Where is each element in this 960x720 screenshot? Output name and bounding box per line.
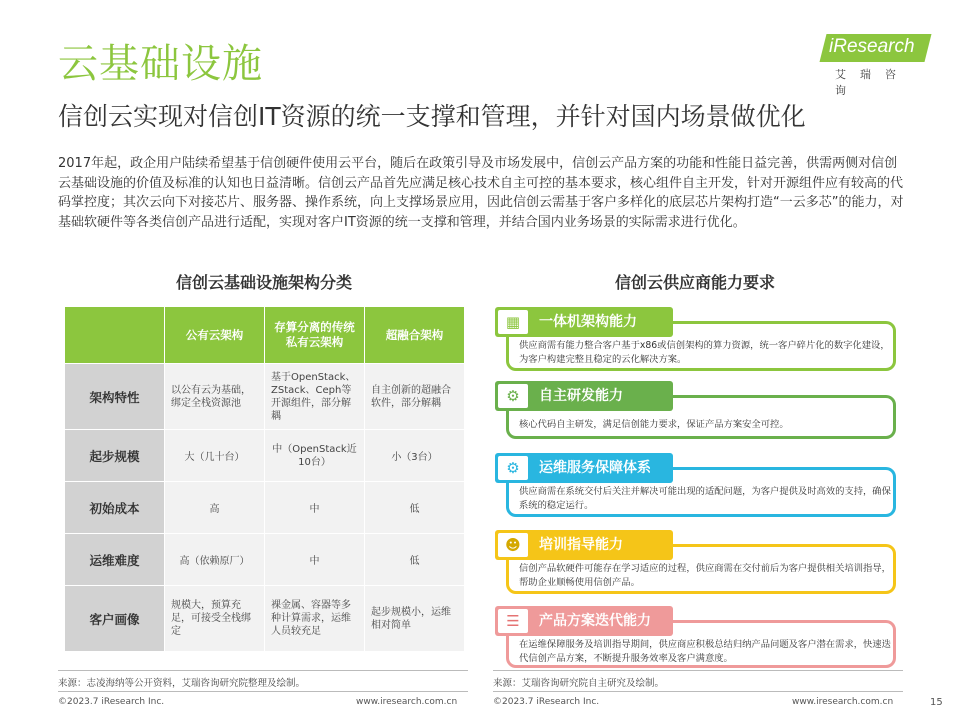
table-heading: 信创云基础设施架构分类 (175, 273, 352, 292)
table-cell: 高 (165, 482, 265, 534)
architecture-table (64, 306, 465, 652)
table-cell: 起步规模小，运维相对简单 (365, 586, 465, 652)
table-row (65, 586, 465, 652)
left-copyright: ©2023.7 iResearch Inc. (58, 697, 165, 707)
table-cell: 中（OpenStack近10台） (265, 430, 365, 482)
right-copyright: ©2023.7 iResearch Inc. (493, 697, 600, 707)
card-title: 一体机架构能力 (539, 314, 637, 330)
table-cell: 裸金属、容器等多种计算需求，运维人员较充足 (265, 586, 365, 652)
table-row (65, 430, 465, 482)
table-cell: 小（3台） (365, 430, 465, 482)
table-cell: 高（依赖原厂） (165, 534, 265, 586)
card-title: 自主研发能力 (539, 388, 623, 404)
table-row (65, 364, 465, 430)
table-cell: 自主创新的超融合软件，部分解耦 (365, 364, 465, 430)
column-header: 存算分离的传统私有云架构 (265, 307, 365, 364)
card-body: 信创产品软硬件可能存在学习适应的过程，供应商需在交付前后为客户提供相关培训指导，帮助企业顺畅使用信创产品。 (519, 563, 891, 588)
table-cell: 基于OpenStack、ZStack、Ceph等开源组件，部分解耦 (265, 364, 365, 430)
card-body: 在运维保障服务及培训指导期间，供应商应积极总结归纳产品问题及客户潜在需求，快速迭代信创产品方案，不断提升服务效率及客户满意度。 (519, 639, 891, 664)
right-source-note: 来源：艾瑞咨询研究院自主研究及绘制。 (493, 678, 665, 689)
table-cell: 低 (365, 482, 465, 534)
column-header: 超融合架构 (365, 307, 465, 364)
puzzle-icon: ▦ (498, 310, 528, 334)
card-banner (495, 453, 673, 483)
right-divider (493, 670, 903, 671)
left-divider (58, 670, 468, 671)
page-title: 云基础设施 (58, 41, 263, 87)
logo-subtitle: 艾瑞咨询 (835, 68, 910, 97)
card-banner (495, 381, 673, 411)
card-banner (495, 307, 673, 337)
table-cell: 以公有云为基础，绑定全栈资源池 (165, 364, 265, 430)
table-cell: 中 (265, 482, 365, 534)
page-subtitle: 信创云实现对信创IT资源的统一支撑和管理，并针对国内场景做优化 (58, 102, 806, 131)
card-title: 运维服务保障体系 (539, 460, 651, 476)
card-title: 产品方案迭代能力 (539, 613, 651, 629)
row-header: 初始成本 (65, 482, 165, 534)
row-header: 起步规模 (65, 430, 165, 482)
right-footer-divider (493, 691, 903, 692)
right-website: www.iresearch.com.cn (792, 697, 894, 707)
iresearch-logo (813, 34, 928, 97)
table-row (65, 482, 465, 534)
monitor-gear-icon: ⚙ (498, 456, 528, 480)
table-cell: 大（几十台） (165, 430, 265, 482)
column-header: 公有云架构 (165, 307, 265, 364)
card-body: 核心代码自主研发，满足信创能力要求，保证产品方案安全可控。 (519, 419, 789, 430)
card-body: 供应商需在系统交付后关注并解决可能出现的适配问题，为客户提供及时高效的支持，确保系统的稳定运行。 (519, 486, 891, 511)
page-number: 15 (930, 697, 943, 708)
gear-window-icon: ⚙ (498, 384, 528, 408)
left-website: www.iresearch.com.cn (356, 697, 458, 707)
table-cell: 中 (265, 534, 365, 586)
table-header-row (65, 307, 465, 364)
logo-text: iResearch (829, 36, 915, 57)
table-row (65, 534, 465, 586)
teacher-icon: ☻ (498, 533, 528, 557)
row-header: 架构特性 (65, 364, 165, 430)
sliders-icon: ☰ (498, 609, 528, 633)
row-header: 运维难度 (65, 534, 165, 586)
card-banner (495, 606, 673, 636)
table-corner-cell (65, 307, 165, 364)
card-body: 供应商需有能力整合客户基于x86或信创架构的算力资源，统一客户碎片化的数字化建设，为客户构建完整且稳定的云化解决方案。 (519, 340, 890, 365)
table-cell: 规模大，预算充足，可接受全栈绑定 (165, 586, 265, 652)
capability-heading: 信创云供应商能力要求 (614, 273, 775, 292)
table-cell: 低 (365, 534, 465, 586)
card-title: 培训指导能力 (539, 537, 623, 553)
row-header: 客户画像 (65, 586, 165, 652)
card-banner (495, 530, 673, 560)
left-source-note: 来源：志凌海纳等公开资料，艾瑞咨询研究院整理及绘制。 (58, 678, 306, 689)
left-footer-divider (58, 691, 468, 692)
intro-paragraph: 2017年起，政企用户陆续希望基于信创硬件使用云平台，随后在政策引导及市场发展中，信创云产品方案的功能和性能日益完善，供需两侧对信创云基础设施的价值及标准的认知也日益清晰。信创云产品首先应满足核心技术自主可控的基本要求，核心组件自主开发，针对开源组件应有较高的代码掌控度；其次云向下对接芯片、服务器、操作系统，向上支撑场景应用，因此信创云需基于客户多样化的底层芯片架构打造“一云多芯”的能力，对基础软硬件等各类信创产品进行适配，实现对客户IT资源的统一支撑和管理，并结合国内业务场景的实际需求进行优化。 (58, 156, 904, 230)
